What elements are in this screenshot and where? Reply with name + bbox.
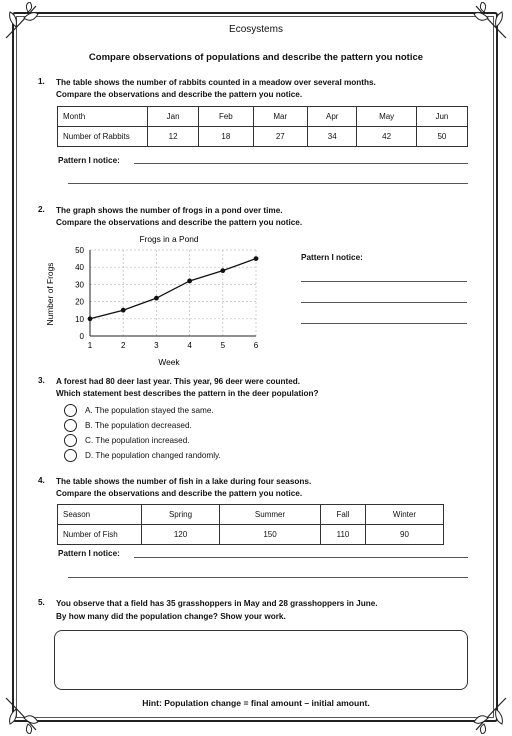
table-header-cell: Season — [58, 505, 142, 525]
q4-answer-line[interactable] — [134, 557, 468, 558]
option-label: C. The population increased. — [85, 436, 190, 445]
chart-data-point — [187, 279, 192, 284]
q4-number: 4. — [38, 476, 45, 485]
q2-answer-line[interactable] — [301, 323, 467, 324]
chart-series — [88, 256, 259, 321]
q1-answer-line[interactable] — [134, 163, 468, 164]
table-header-cell: Jan — [148, 107, 199, 127]
table-cell: 150 — [220, 525, 321, 545]
q3-number: 3. — [38, 376, 45, 385]
table-cell: 120 — [142, 525, 220, 545]
q5-text-line2: By how many did the population change? Show your work. — [56, 612, 286, 621]
table-row — [58, 505, 444, 525]
chart-series-line — [90, 259, 256, 319]
table-row — [58, 107, 468, 127]
chart-x-label: Week — [158, 357, 180, 367]
q2-number: 2. — [38, 205, 45, 214]
table-cell: 34 — [307, 127, 357, 147]
table-header-cell: Winter — [365, 505, 443, 525]
chart-x-tick-label: 6 — [253, 341, 259, 350]
chart-x-tick-label: 1 — [87, 341, 93, 350]
q2-answer-line[interactable] — [301, 281, 467, 282]
q3-text-line2: Which statement best describes the pattern in the deer population? — [56, 389, 319, 398]
q3-option-a[interactable] — [64, 404, 214, 417]
q1-number: 1. — [38, 77, 45, 86]
q3-option-b[interactable] — [64, 419, 192, 432]
radio-circle[interactable] — [64, 419, 77, 432]
table-cell: 42 — [357, 127, 416, 147]
q3-text-line1: A forest had 80 deer last year. This year, 96 deer were counted. — [56, 377, 301, 386]
option-label: D. The population changed randomly. — [85, 451, 221, 460]
table-cell: 50 — [416, 127, 467, 147]
table-header-cell: Month — [58, 107, 148, 127]
q3-option-c[interactable] — [64, 434, 190, 447]
chart-y-tick-label: 20 — [75, 297, 84, 307]
chart-x-tick-label: 4 — [187, 341, 192, 350]
table-cell: 90 — [365, 525, 443, 545]
rabbit-table — [57, 106, 468, 147]
chart-y-tick-label: 10 — [75, 314, 84, 324]
option-label: A. The population stayed the same. — [85, 406, 214, 415]
chart-data-point — [254, 256, 259, 261]
table-cell: 18 — [199, 127, 253, 147]
table-row — [58, 127, 468, 147]
chart-x-tick-label: 3 — [154, 341, 159, 350]
table-header-cell: Mar — [253, 107, 307, 127]
table-header-cell: Fall — [321, 505, 366, 525]
chart-data-point — [154, 296, 159, 301]
table-header-cell: Spring — [142, 505, 220, 525]
option-label: B. The population decreased. — [85, 421, 192, 430]
chart-x-tick-label: 5 — [220, 341, 226, 350]
table-header-cell: Apr — [307, 107, 357, 127]
frog-line-chart — [40, 228, 280, 372]
chart-y-tick-label: 50 — [75, 246, 84, 255]
chart-title: Frogs in a Pond — [139, 234, 199, 244]
table-header-cell: Jun — [416, 107, 467, 127]
q3-option-d[interactable] — [64, 449, 221, 462]
hint-text: Hint: Population change = final amount – initial amount. — [142, 698, 370, 708]
q1-text-line1: The table shows the number of rabbits counted in a meadow over several months. — [56, 78, 376, 87]
chart-y-tick-label: 30 — [75, 280, 84, 290]
q1-answer-line[interactable] — [68, 183, 468, 184]
chart-y-tick-label: 0 — [79, 332, 84, 341]
chart-y-label: Number of Frogs — [45, 262, 55, 326]
table-row — [58, 525, 444, 545]
leaf-branch-icon — [2, 2, 42, 42]
q5-work-box[interactable] — [54, 630, 468, 690]
q2-pattern-label: Pattern I notice: — [301, 253, 363, 262]
q4-text-line2: Compare the observations and describe the pattern you notice. — [56, 489, 303, 498]
chart-y-tick-label: 40 — [75, 263, 84, 273]
chart-data-point — [121, 308, 126, 313]
q2-text-line1: The graph shows the number of frogs in a pond over time. — [56, 206, 283, 215]
table-cell: 27 — [253, 127, 307, 147]
q2-text-line2: Compare the observations and describe the pattern you notice. — [56, 218, 303, 227]
table-row-label: Number of Fish — [58, 525, 142, 545]
q1-pattern-label: Pattern I notice: — [58, 156, 120, 165]
table-cell: 110 — [321, 525, 366, 545]
q5-number: 5. — [38, 598, 45, 607]
fish-table — [57, 504, 444, 545]
radio-circle[interactable] — [64, 404, 77, 417]
table-header-cell: May — [357, 107, 416, 127]
page-title: Ecosystems — [229, 24, 283, 35]
chart-axes — [90, 250, 256, 336]
chart-x-ticks — [88, 341, 259, 350]
chart-y-ticks — [75, 246, 84, 341]
radio-circle[interactable] — [64, 434, 77, 447]
table-row-label: Number of Rabbits — [58, 127, 148, 147]
leaf-branch-icon — [470, 2, 510, 42]
chart-grid — [90, 250, 256, 336]
q4-pattern-label: Pattern I notice: — [58, 549, 120, 558]
table-cell: 12 — [148, 127, 199, 147]
q5-text-line1: You observe that a field has 35 grasshoppers in May and 28 grasshoppers in June. — [56, 599, 378, 608]
page-subtitle: Compare observations of populations and describe the pattern you notice — [88, 52, 424, 63]
q4-answer-line[interactable] — [68, 577, 468, 578]
radio-circle[interactable] — [64, 449, 77, 462]
table-header-cell: Summer — [220, 505, 321, 525]
q1-text-line2: Compare the observations and describe the pattern you notice. — [56, 90, 303, 99]
q2-answer-line[interactable] — [301, 302, 467, 303]
chart-x-tick-label: 2 — [120, 341, 126, 350]
chart-data-point — [88, 316, 93, 321]
chart-data-point — [220, 268, 225, 273]
table-header-cell: Feb — [199, 107, 253, 127]
q4-text-line1: The table shows the number of fish in a lake during four seasons. — [56, 477, 312, 486]
